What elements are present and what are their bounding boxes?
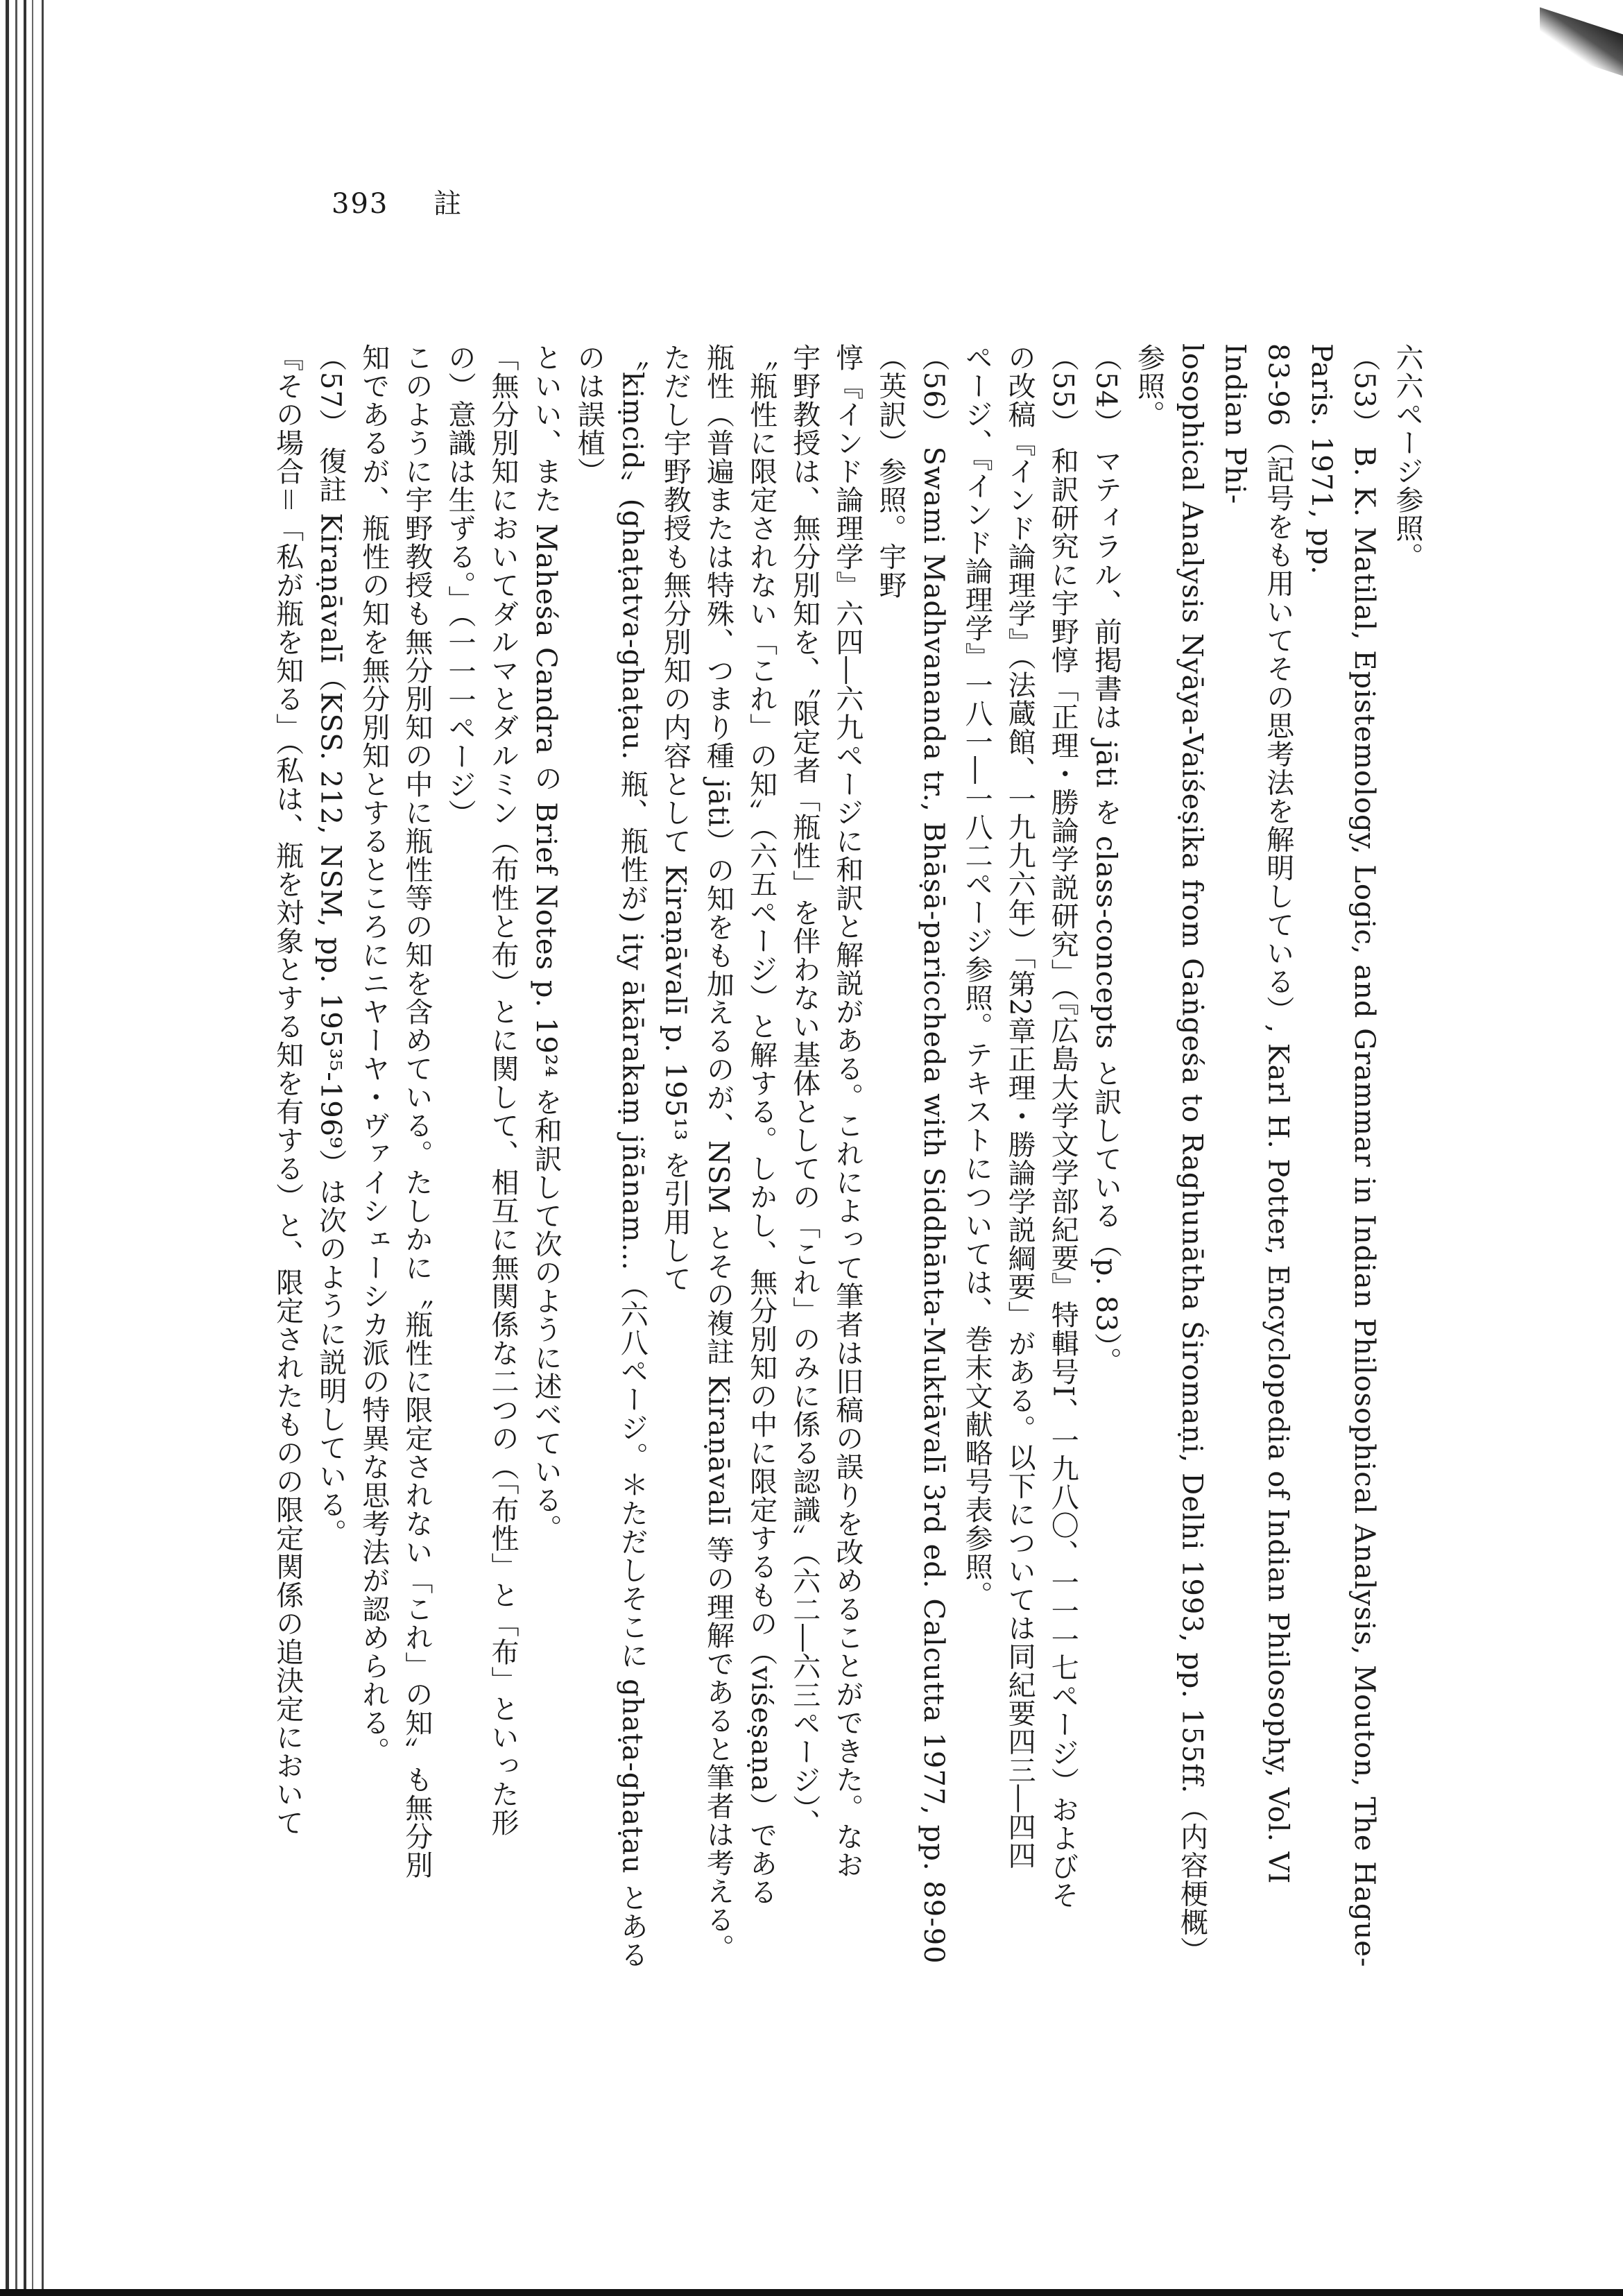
note-line: ページ、『インド論理学』一八一―一八二ページ参照。テキストについては、巻末文献略号表参照。 [961,343,993,1609]
note-line: losophical Analysis Nyāya-Vaiśeṣika from Gaṅgeśa to Raghunātha Śiromaṇi, Delhi 1993, pp. 155ff.（内容梗概）参照。 [1133,343,1208,1965]
scan-corner-shadow [1540,8,1623,76]
scan-bottom-edge [0,2289,1623,2296]
note-line: 〝瓶性に限定されない「これ」の知〟（六五ページ）と解する。しかし、無分別知の中に限定するもの（viśeṣaṇa）である [745,343,778,1906]
note-line: といい、また Maheśa Candra の Brief Notes p. 19²⁴ を和訳して次のように述べている。 [530,343,563,1543]
note-line: このように宇野教授も無分別知の中に瓶性等の知を含めている。たしかに〝瓶性に限定されない「これ」の知〟も無分別 [400,343,433,1879]
note-line: （57） 復註 Kiraṇāvalī（KSS. 212, NSM, pp. 195³⁵-196⁹）は次のように説明している。 [314,343,347,1548]
note-line: （56） Swami Madhvananda tr., Bhāṣā-pariccheda with Siddhānta-Muktāvalī 3rd ed. Calcutta 1977, pp. 89-90（英訳）参照。宇野 [874,343,950,1964]
binding-edge [32,0,33,2296]
note-line: 83-96（記号をも用いてその思考法を解明している）, Karl H. Potter, Encyclopedia of Indian Philosophy, Vol. VI Indian Phi- [1219,343,1294,1885]
note-line: 知であるが、瓶性の知を無分別知とするところにニヤーヤ・ヴァイシェーシカ派の特異な思考法が認められる。 [357,343,390,1765]
binding-edge [24,0,26,2296]
running-title: 註 [433,188,462,220]
note-line: の）意識は生ずる。」（一一一ページ） [443,343,476,828]
note-line: 瓶性（普遍または特殊、つまり種 jāti）の知をも加えるのが、NSM とその複註 Kiraṇāvalī 等の理解であると筆者は考える。 [702,343,735,1962]
note-body [271,343,1429,1980]
note-line: 『その場合＝「私が瓶を知る」（私は、瓶を対象とする知を有する）と、限定されたものの限定関係の追決定において [271,343,304,1837]
page-number: 393 [332,188,389,220]
page-header [332,182,461,221]
note-line: （54） マティラル、前掲書は jāti を class-concepts と訳している（p. 83）。 [1090,343,1122,1376]
note-line: の改稿『インド論理学』（法蔵館、一九九六年）「第2章正理・勝論学説綱要」がある。以下については同紀要四三―四四 [1004,343,1036,1870]
binding-edge [15,0,17,2296]
note-line: 惇『インド論理学』六四―六九ページに和訳と解説がある。これによって筆者は旧稿の誤りを改めることができた。なお [831,343,864,1879]
note-line: （53） B. K. Matilal, Epistemology, Logic, and Grammar in Indian Philosophical Analysis, Mouton, The Hague-Paris. 1971, pp. [1305,343,1380,1968]
note-line: ただし宇野教授も無分別知の内容として Kiraṇāvalī p. 195¹³ を引用して [659,343,692,1293]
note-line: 六六ページ参照。 [1391,343,1423,571]
binding-edge [42,0,44,2296]
note-line: （55） 和訳研究に宇野惇「正理・勝論学説研究」（『広島大学文学部紀要』特輯号I、一九八〇、一一一七ページ）およびそ [1047,343,1079,1910]
note-line: 宇野教授は、無分別知を、〝限定者「瓶性」を伴わない基体としての「これ」のみに係る認識〟（六二―六三ページ）、 [788,343,821,1837]
binding-edge [6,0,9,2296]
note-line: 〝kiṃcid〟(ghaṭatva-ghaṭau. 瓶、瓶性が) ity ākārakaṃ jñānam…（六八ページ。＊ただしそこに ghaṭa-ghaṭau とあるのは誤植） [573,343,649,1969]
note-line: 「無分別知においてダルマとダルミン（布性と布）とに関して、相互に無関係な二つの（「布性」と「布」といった形 [487,343,519,1837]
